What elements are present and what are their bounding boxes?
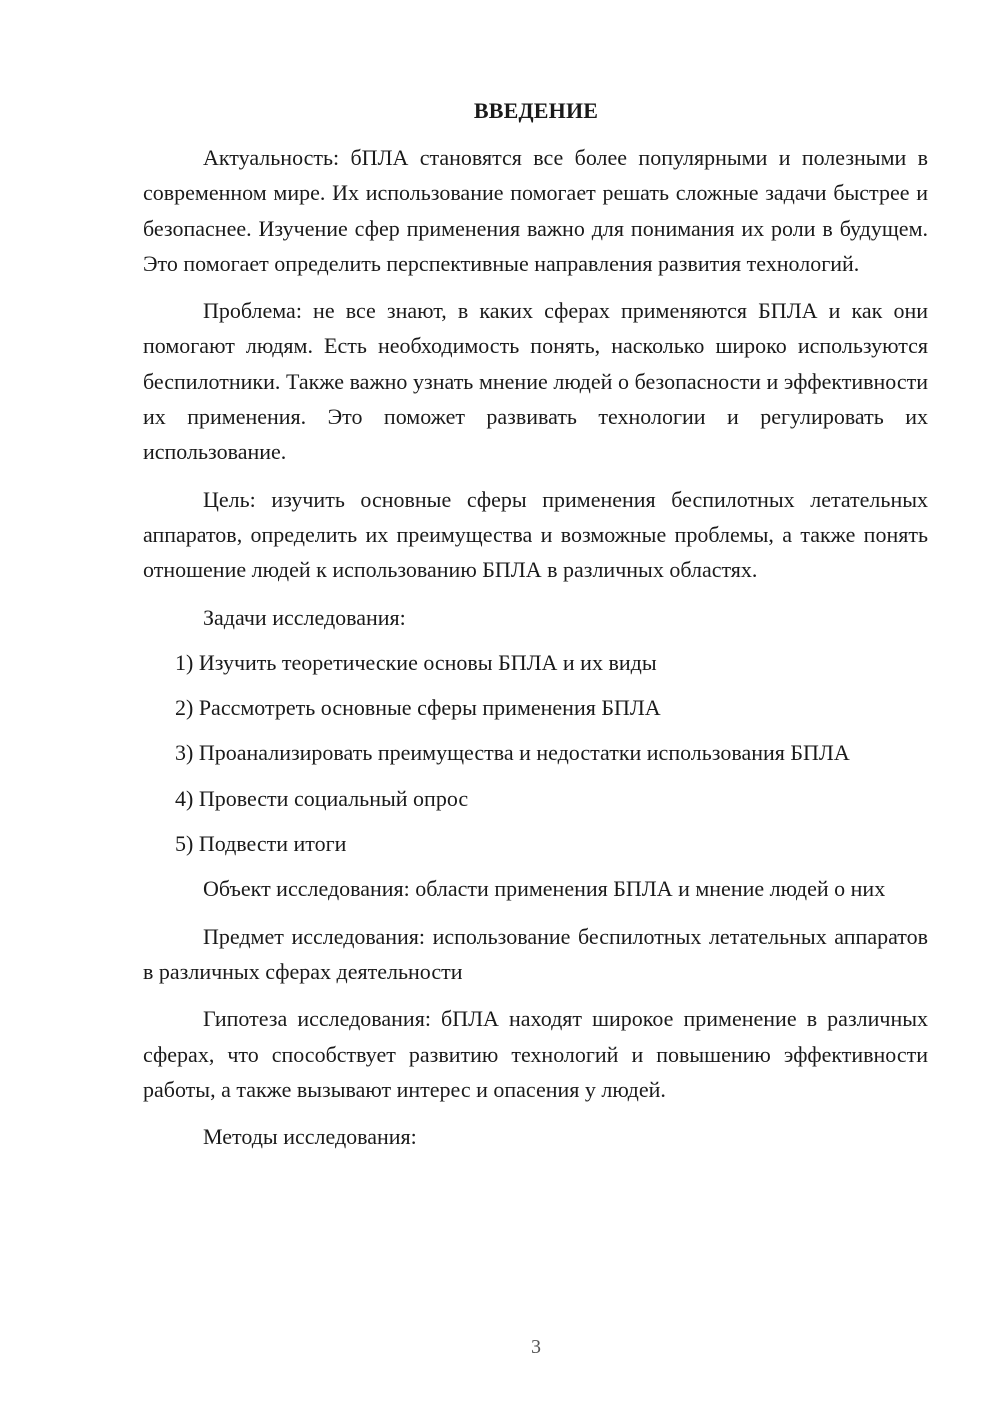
task-item: 5) Подвести итоги: [175, 831, 347, 857]
task-item: 3) Проанализировать преимущества и недостатки использования БПЛА: [175, 740, 850, 766]
paragraph-subject: Предмет исследования: использование беспилотных летательных аппаратов в различных сферах деятельности: [143, 923, 928, 984]
task-item: 1) Изучить теоретические основы БПЛА и их виды: [175, 649, 657, 675]
paragraph-goal: Цель: изучить основные сферы применения беспилотных летательных аппаратов, определить их преимущества и возможные проблемы, а также понять отношение людей к использованию БПЛА в различных областях.: [143, 486, 928, 583]
paragraph-hypothesis: Гипотеза исследования: бПЛА находят широкое применение в различных сферах, что способствует развитию технологий и повышению эффективности работы, а также вызывают интерес и опасения у людей.: [143, 1006, 928, 1102]
paragraph-tasks-heading: Задачи исследования:: [203, 604, 406, 630]
paragraph-problem: Проблема: не все знают, в каких сферах применяются БПЛА и как они помогают людям. Есть необходимость понять, насколько широко используются беспилотники. Также важно узнать мнение людей о безопасности и эффективности их применения. Это поможет развивать технологии и регулировать их использование.: [143, 298, 928, 465]
task-item: 4) Провести социальный опрос: [175, 785, 469, 811]
paragraph-object: Объект исследования: области применения БПЛА и мнение людей о них: [203, 876, 886, 902]
paragraph-methods-heading: Методы исследования:: [203, 1124, 417, 1150]
task-list: [143, 645, 928, 861]
page-number: 3: [531, 1336, 541, 1358]
document-body: [143, 140, 928, 1166]
task-item: 2) Рассмотреть основные сферы применения БПЛА: [175, 695, 661, 721]
section-heading: ВВЕДЕНИЕ: [473, 98, 599, 123]
paragraph-relevance: Актуальность: бПЛА становятся все более популярными и полезными в современном мире. Их использование помогает решать сложные задачи быстрее и безопаснее. Изучение сфер применения важно для понимания их роли в будущем. Это помогает определить перспективные направления развития технологий.: [143, 145, 928, 276]
